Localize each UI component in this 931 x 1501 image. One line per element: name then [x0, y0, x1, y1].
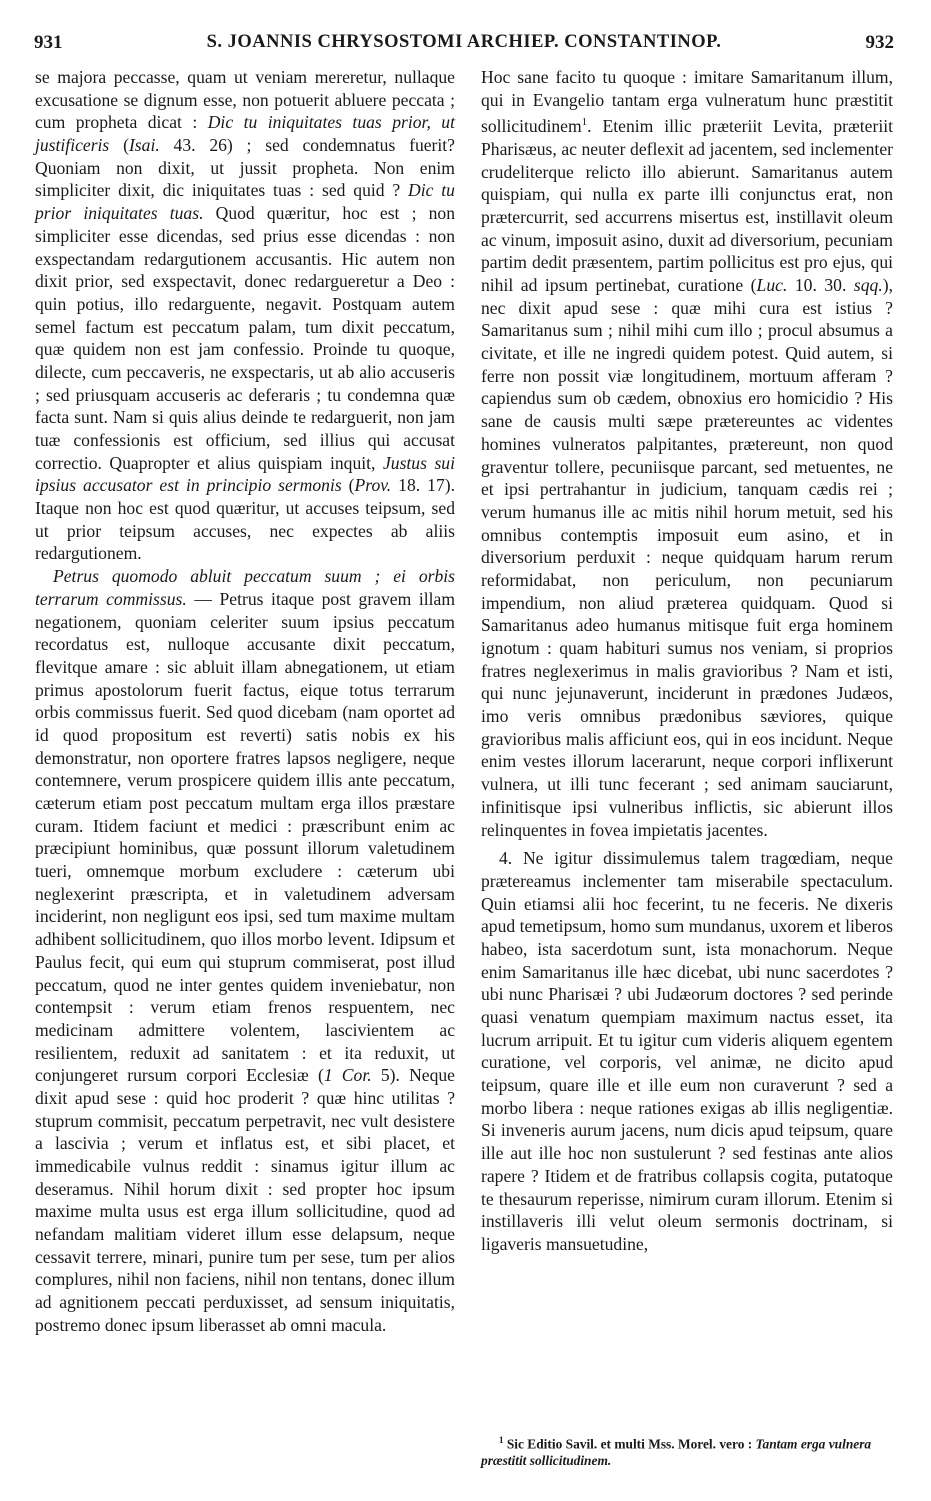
text-span: ( [109, 135, 129, 156]
left-column [35, 66, 455, 1337]
footnote-text: Sic Editio Savil. et multi Mss. Morel. vero : [503, 1436, 756, 1452]
paragraph-2 [35, 565, 455, 1336]
page-header [34, 32, 894, 58]
footnote-quote: Tantam erga vulnera præstitit sollicitudinem. [481, 1436, 872, 1469]
text-span: 5). Neque dixit apud sese : quid hoc proderit ? quæ hinc utilitas ? stuprum commisit, peccatum perpetravit, nec vult desistere a lascivia ; verum et inflatus est, et sibi placet, et immedicabile vulnus reddit : sinamus igitur illum ac deseramus. Nihil horum dixit : sed propter hoc ipsum maxime multa usus est erga illum sollicitudine, quod ad nefandam malitiam videret illum esse delapsum, neque cessavit terrere, minari, punire tum per sese, tum per alios complures, nihil non faciens, nihil non tentans, donec illum ad agnitionem peccati perduxisset, ad sensum iniquitatis, postremo donec ipsum liberasset ab omni macula. [35, 1065, 455, 1335]
citation: sqq. [853, 275, 883, 296]
text-span: ( [341, 475, 355, 496]
text-span: se majora peccasse, quam ut veniam mereretur, nullaque excusatione se dignum esse, non potuerit abluere peccata ; cum propheta dicat : [35, 67, 455, 133]
citation: Isai. [128, 135, 160, 156]
footnote-number: 1 [499, 1435, 504, 1445]
citation: Luc. [756, 275, 788, 296]
text-span: — Petrus itaque post gravem illam negationem, quoniam celeriter suum ipsius peccatum recordatus est, nulloque accusante dixit peccatum, flevitque amare : sic abluit illam abnegationem, ut etiam primus apostolorum fuerit factus, eique totus terrarum orbis commissus fuerit. Sed quod dicebam (nam oportet ad id quod propositum est reverti) satis nobis ex his demonstratur, non oportere fratres lapsos negligere, neque contemnere, verum prospicere quidem illis ante peccatum, cæterum etiam post peccatum multam erga illos præstare curam. Itidem faciunt et medici : præscribunt enim ac præcipiunt hominibus, quæ possunt illorum valetudinem tueri, omnemque morbum excludere : cæterum ubi neglexerint præscripta, et in valetudinem adversam inciderint, non negligunt eos ipsi, sed tum maxime multam adhibent sollicitudinem, quo illos morbo levent. Idipsum et Paulus fecit, qui eum qui stuprum commiserat, post illud peccatum, quod ne inter gentes quidem inveniebatur, non contempsit : verum etiam frenos respuentem, nec medicinam admittere volentem, lascivientem ac resilientem, reduxit ad sanitatem : et ita reduxit, ut conjungeret rursum corpori Ecclesiæ ( [35, 588, 456, 1086]
footnote-marker: 1 [581, 116, 588, 129]
scripture-quote: Justus sui ipsius accusator est in principio sermonis [35, 452, 455, 496]
page-number-left: 931 [34, 32, 63, 53]
citation: Prov. [354, 475, 392, 496]
citation: 1 Cor. [323, 1065, 372, 1086]
section-heading: Petrus quomodo abluit peccatum suum ; ei orbis terrarum commissus. [35, 566, 455, 609]
running-title: S. JOANNIS CHRYSOSTOMI ARCHIEP. CONSTANTINOP. [206, 32, 722, 52]
text-span: ), nec dixit apud sese : quæ mihi cura est istius ? Samaritanus sum ; nihil mihi cum illo ; procul absumus a civitate, et ille ne ingredi quidem potest. Quid autem, si ferre non possit viæ longitudinem, mortuum afferam ? capiendus sum ob cædem, obnoxius ero homicidio ? His sane de causis multi sæpe prætereuntes ac videntes homines vulneratos palpitantes, prætereunt, non quod graventur tollere, pecuniisque parcant, sed metuentes, ne et ipsi pertrahantur in judicium, tanquam cædis rei ; verum humanus ille ac mitis nihil horum metuit, sed his omnibus contemptis imposuit eum asino, et in diversorium perduxit : neque quidquam harum rerum reformidabat, non periculum, non pecuniarum impendium, non aliud præterea quidquam. Quod si Samaritanus adeo humanus mitisque fuit erga hominem ignotum : quam habituri sumus nos veniam, si proprios fratres neglexerimus in malis gravioribus ? Nam et isti, qui nunc jejunaverunt, inciderunt in prædones Judæos, imo veris omnibus prædonibus sæviores, quique gravioribus malis afficiunt eos, qui in eos incidunt. Neque enim vestes illorum lacerarunt, neque corpori inflixerunt vulnera, ut illi tunc fecerant ; sed animam sauciarunt, infinitisque ipsi vulneribus inflictis, sic abierunt illos relinquentes in fovea impietatis jacentes. [481, 275, 894, 840]
text-span: . Etenim illic præteriit Levita, præteriit Pharisæus, ac neuter deflexit ad jacentem, sed inclementer crudeliterque relicto illo abierunt. Samaritanus autem quispiam, qui nulla ex parte illi conjunctus erat, non prætercurrit, sed accurrens misertus est, instillavit oleum ac vinum, imposuit asino, duxit ad diversorium, pecuniam partim dedit præsentem, partim pollicitus est pro ejus, qui nihil ad ipsum pertinebat, curatione ( [481, 116, 893, 296]
page-number-right: 932 [865, 32, 894, 53]
paragraph-4 [481, 847, 893, 1255]
paragraph-1 [35, 66, 455, 565]
text-span: 43. 26) ; sed condemnatus fuerit? Quoniam non dixit, ut jussit propheta. Non enim simpliciter dixit, dic iniquitates tuas : sed quid ? [35, 135, 455, 201]
text-span: Quod quæritur, hoc est ; non simpliciter esse dicendas, sed prius esse dicendas : non exspectandam redargutionem accusantis. Hic autem non dixit prior, sed exspectavit, donec redargueretur a Deo : quin potius, illo redarguente, negavit. Postquam autem semel factum est peccatum palam, tum dixit peccatum, quæ quidem non est jam confessio. Proinde tu quoque, dilecte, cum peccaveris, ne exspectaris, ut ab alio accuseris ; sed priusquam accuseris ac deferaris ; tu condemna quæ facta sunt. Nam si quis alius deinde te redarguerit, non jam tuæ confessionis est officium, sed illius qui accusat correctio. Quapropter et alius quispiam inquit, [35, 203, 455, 473]
scripture-quote: Dic tu iniquitates tuas prior, ut justificeris [35, 112, 455, 156]
paragraph-3 [481, 66, 893, 841]
scripture-quote: Dic tu prior iniquitates tuas. [35, 180, 455, 224]
footnote [481, 1432, 901, 1469]
text-span: Hoc sane facito tu quoque : imitare Samaritanum illum, qui in Evangelio tantam erga vulneratum hunc præstitit sollicitudinem [481, 67, 893, 137]
text-span: 18. 17). Itaque non hoc est quod quæritur, ut accuses teipsum, sed ut prior teipsum accuses, nec expectes ab aliis redargutionem. [35, 475, 456, 564]
right-column [481, 66, 893, 1256]
text-span: 10. 30. [787, 275, 854, 296]
text-span: 4. Ne igitur dissimulemus talem tragœdiam, neque prætereamus inclementer tam miserabile spectaculum. Quin etiamsi alii hoc fecerint, tu ne feceris. Ne dixeris apud temetipsum, homo sum mundanus, uxorem et liberos habeo, ista sacerdotum sunt, ista monachorum. Neque enim Samaritanus ille hæc dicebat, ubi nunc sacerdotes ? ubi nunc Pharisæi ? ubi Judæorum doctores ? sed perinde quasi venatum quempiam maximum nactus esset, ita lucrum arripuit. Et tu igitur cum videris aliquem egentem curatione, vel corporis, vel animæ, ne dicito apud teipsum, quare ille et ille eum non curaverunt ? sed a morbo libera : neque rationes exigas ab illis negligentiæ. Si inveneris aurum jacens, num dicis apud teipsum, quare ille aut ille hoc non sustulerunt ? sed festinas ante alios rapere ? Itidem et de fratribus collapsis cogita, putatoque te thesaurum reperisse, nimirum curam illorum. Etenim si instillaveris illi velut oleum sermonis doctrinam, si ligaveris mansuetudine, [481, 848, 893, 1254]
